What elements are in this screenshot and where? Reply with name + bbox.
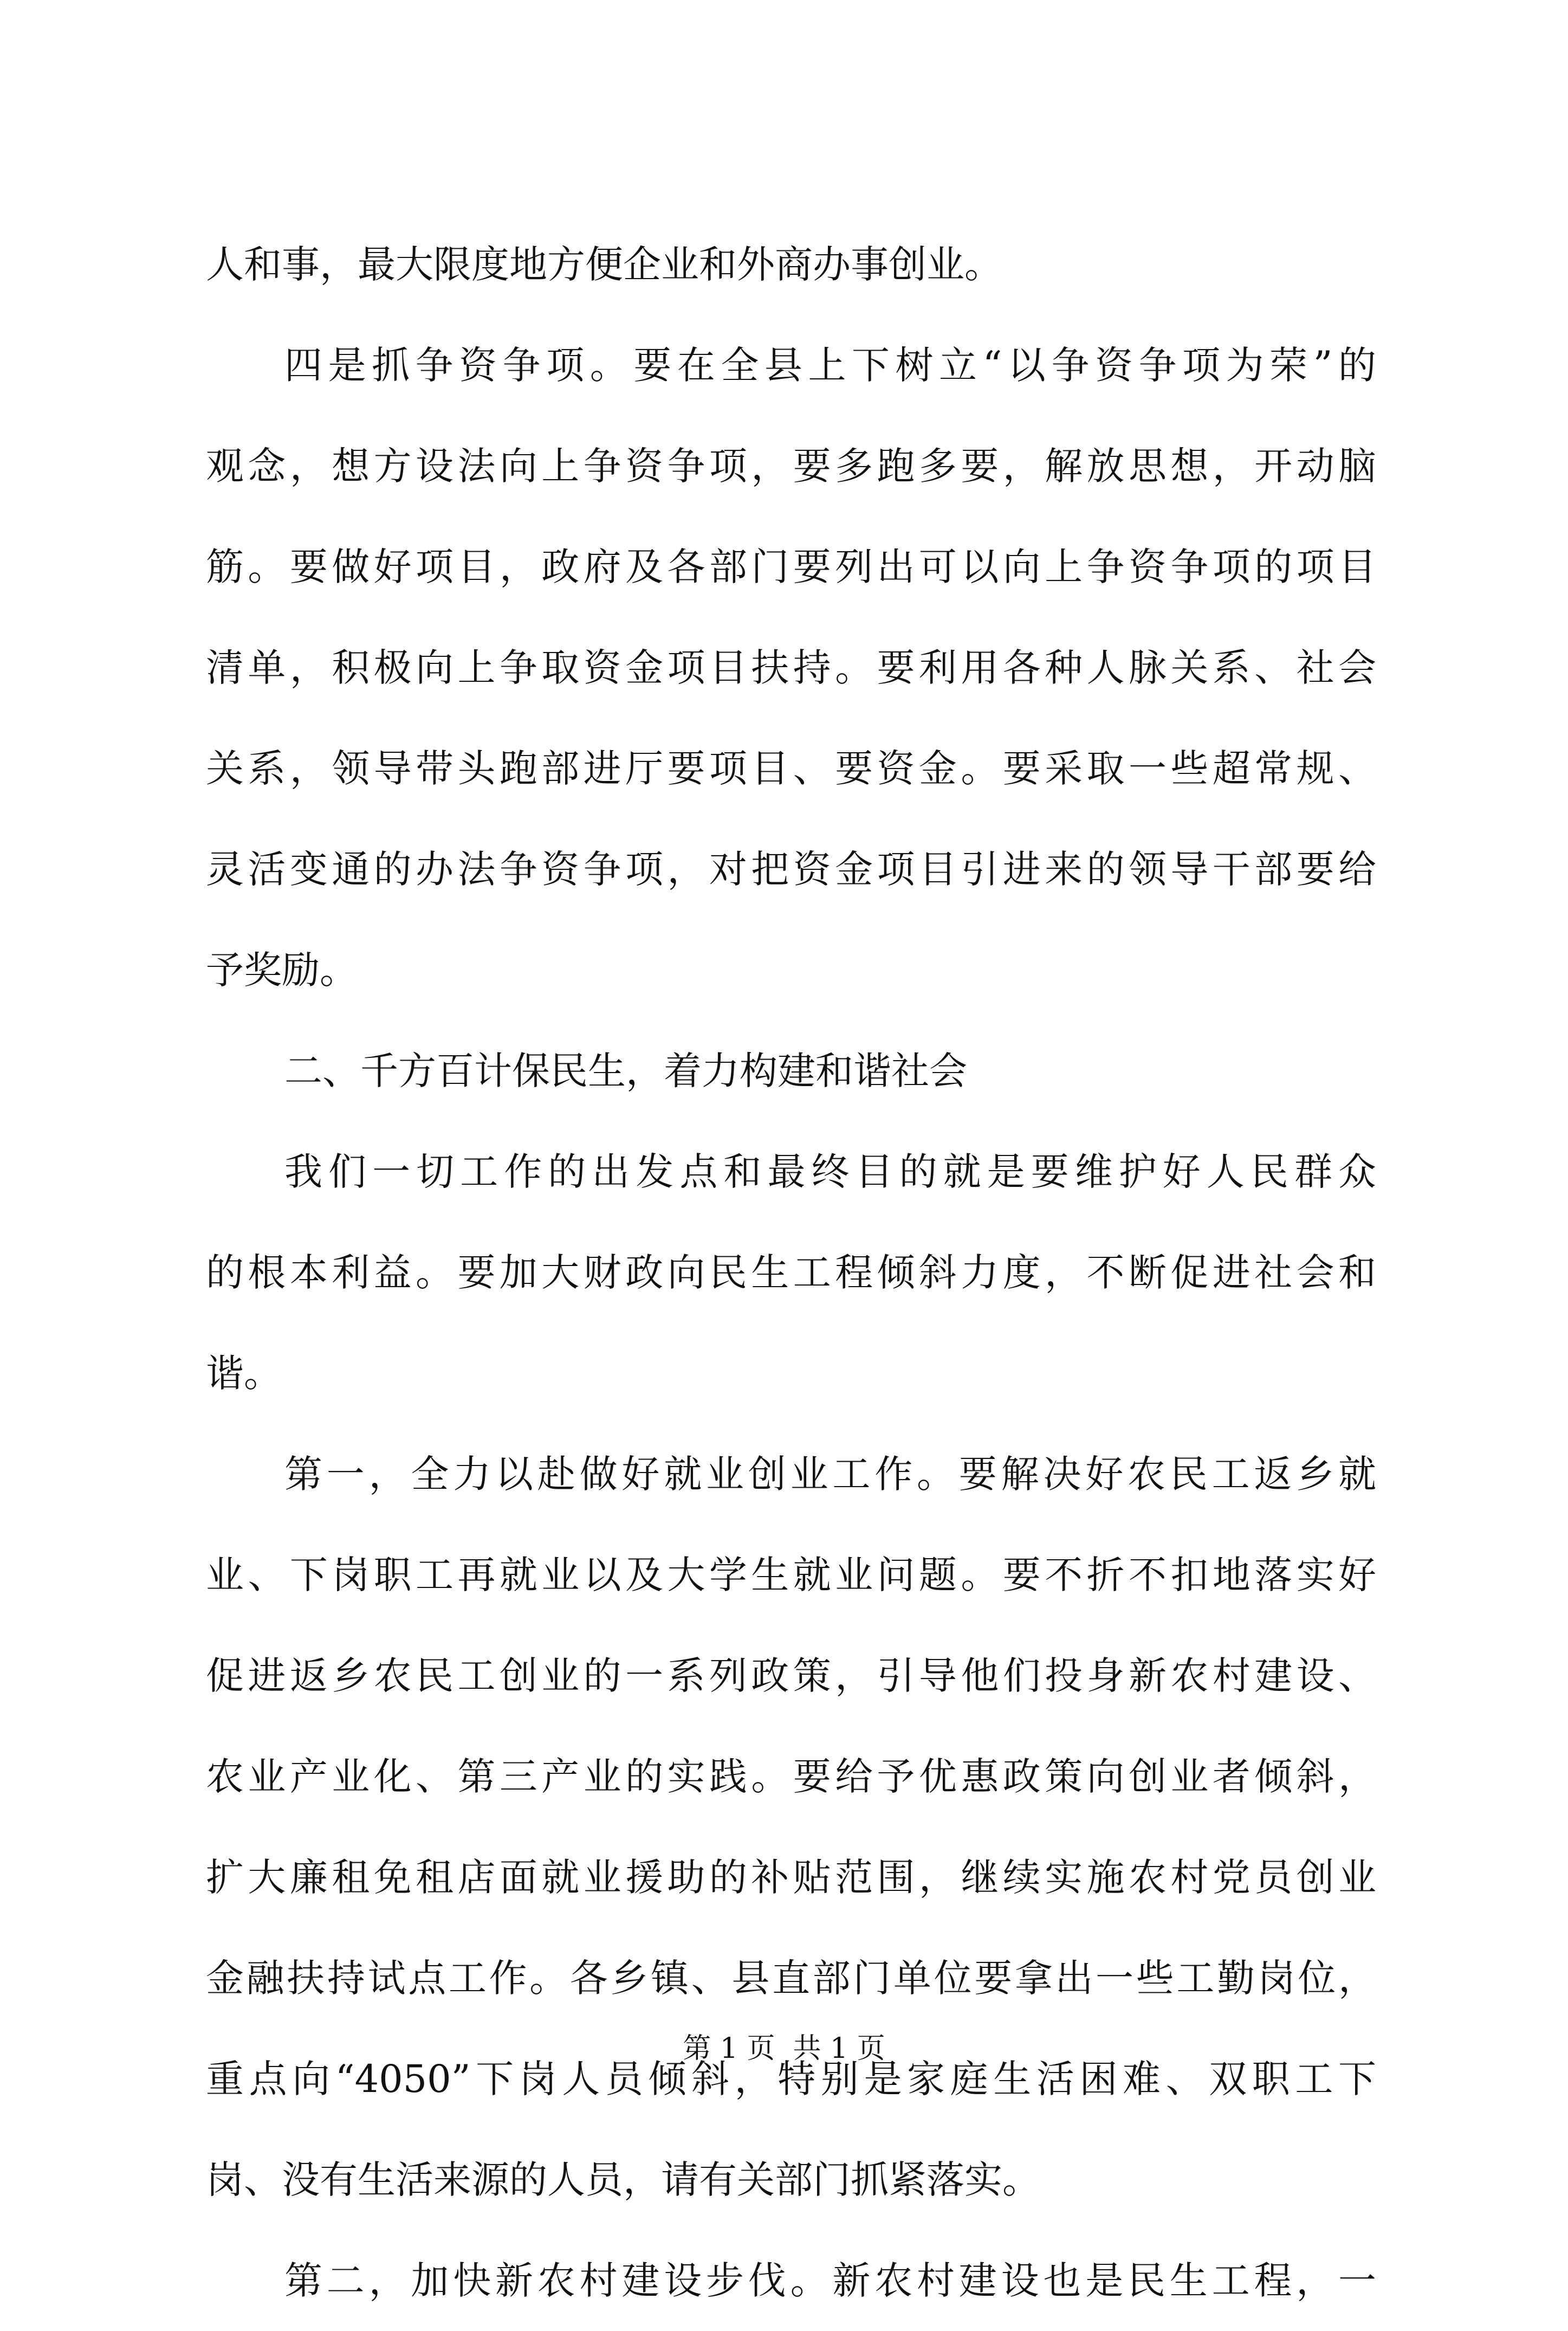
text-line: 观念，想方设法向上争资争项，要多跑多要，解放思想，开动脑 [206, 444, 1376, 488]
text-line: 业、下岗职工再就业以及大学生就业问题。要不折不扣地落实好 [206, 1553, 1376, 1597]
text-line: 关系，领导带头跑部进厅要项目、要资金。要采取一些超常规、 [206, 746, 1376, 791]
text-line: 金融扶持试点工作。各乡镇、县直部门单位要拿出一些工勤岗位， [206, 1956, 1376, 2000]
text-line: 促进返乡农民工创业的一系列政策，引导他们投身新农村建设、 [206, 1654, 1376, 1698]
text-line: 的根本利益。要加大财政向民生工程倾斜力度，不断促进社会和 [206, 1250, 1376, 1295]
text-line: 岗、没有生活来源的人员，请有关部门抓紧落实。 [206, 2158, 1040, 2202]
text-line: 二、千方百计保民生，着力构建和谐社会 [284, 1049, 967, 1093]
text-line: 重点向“4050”下岗人员倾斜，特别是家庭生活困难、双职工下 [206, 2057, 1376, 2101]
text-line: 第一，全力以赴做好就业创业工作。要解决好农民工返乡就 [284, 1452, 1376, 1496]
text-line: 人和事，最大限度地方便企业和外商办事创业。 [206, 242, 1002, 287]
text-line: 予奖励。 [206, 948, 358, 992]
page-footer: 第 1 页 共 1 页 [683, 2032, 885, 2065]
text-line: 清单，积极向上争取资金项目扶持。要利用各种人脉关系、社会 [206, 645, 1376, 690]
text-line: 筋。要做好项目，政府及各部门要列出可以向上争资争项的项目 [206, 545, 1376, 589]
text-line: 灵活变通的办法争资争项，对把资金项目引进来的领导干部要给 [206, 847, 1376, 892]
text-line: 谐。 [206, 1351, 282, 1396]
text-line: 四是抓争资争项。要在全县上下树立“以争资争项为荣”的 [284, 343, 1376, 388]
text-line: 农业产业化、第三产业的实践。要给予优惠政策向创业者倾斜， [206, 1754, 1376, 1799]
body-text [206, 214, 1376, 2331]
text-line: 第二，加快新农村建设步伐。新农村建设也是民生工程，一 [284, 2258, 1376, 2303]
text-line: 扩大廉租免租店面就业援助的补贴范围，继续实施农村党员创业 [206, 1855, 1376, 1900]
text-line: 我们一切工作的出发点和最终目的就是要维护好人民群众 [284, 1150, 1376, 1194]
